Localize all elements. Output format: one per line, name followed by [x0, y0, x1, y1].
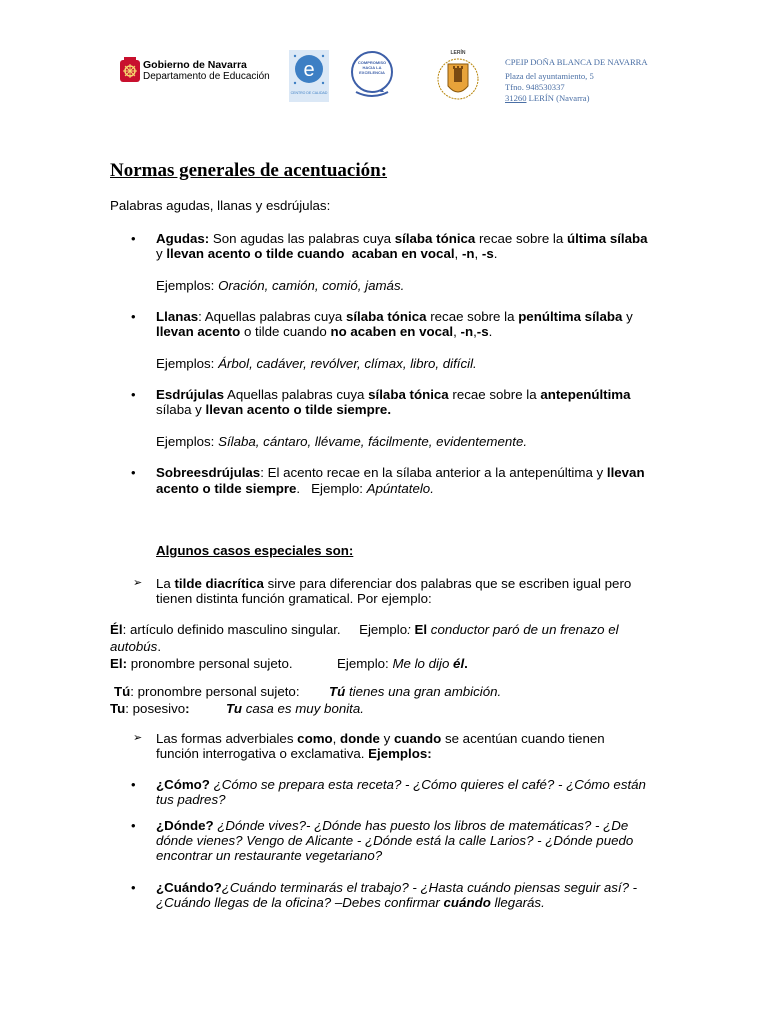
el-pronombre-line [110, 656, 293, 672]
sobre-line-2 [156, 481, 434, 497]
llanas-bold: llevan acento [156, 324, 241, 339]
excellence-logo-text-2: HACIA LA [362, 65, 382, 70]
bullet-icon: • [131, 880, 136, 895]
lerin-coat-of-arms [433, 50, 483, 102]
examples-text: Oración, camión, comió, jamás. [218, 278, 405, 293]
el-pronombre-example [337, 656, 468, 672]
quality-center-logo [289, 50, 329, 102]
esdrujulas-text: sílaba y [156, 402, 206, 417]
sobre-bold: llevan [606, 465, 645, 480]
bullet-icon: • [131, 818, 136, 833]
llanas-text: y [622, 309, 633, 324]
esdrujulas-text: Aquellas palabras cuya [223, 387, 369, 402]
esdrujulas-bold: sílaba tónica [368, 387, 449, 402]
adverbiales-text: y [379, 731, 394, 746]
diacritica-text: La [156, 576, 175, 591]
agudas-text: Son agudas las palabras cuya [209, 231, 395, 246]
bullet-icon: • [131, 387, 136, 402]
llanas-text: , [453, 324, 461, 339]
el-example-bold: El [414, 622, 428, 637]
adverbiales-line-1 [156, 731, 605, 747]
sobre-example: Apúntatelo. [366, 481, 434, 496]
examples-text: Sílaba, cántaro, llévame, fácilmente, evidentemente. [218, 434, 528, 449]
school-city [505, 93, 589, 104]
arrow-bullet-icon: ➢ [133, 577, 143, 589]
agudas-bold: -s [481, 246, 494, 261]
esdrujulas-line-2 [156, 402, 391, 418]
el-text: : artículo definido masculino singular. Ejemplo [122, 622, 408, 637]
adverbiales-text: se acentúan cuando tienen [441, 731, 605, 746]
donde-term: ¿Dónde? [156, 818, 214, 833]
adverbiales-bold: donde [340, 731, 380, 746]
diacritica-line-2: tienen distinta función gramatical. Por ejemplo: [156, 591, 432, 606]
excellence-circle-icon [350, 48, 394, 102]
el-articulo-line-2 [110, 639, 161, 655]
agudas-text: recae sobre la [475, 231, 567, 246]
tu-posesivo-example [226, 701, 364, 717]
agudas-line-1 [156, 231, 648, 247]
tu-example-bold: Tu [226, 701, 243, 716]
cuando-term: ¿Cuándo? [156, 880, 222, 895]
sobre-text: . Ejemplo: [296, 481, 367, 496]
school-phone: Tfno. 948530337 [505, 82, 565, 92]
special-cases-heading: Algunos casos especiales son: [156, 543, 354, 558]
llanas-examples [156, 356, 477, 372]
llanas-text: : Aquellas palabras cuya [198, 309, 346, 324]
agudas-text: . [493, 246, 498, 261]
examples-label: Ejemplos: [156, 278, 219, 293]
cuando-example-bold: cuándo [443, 895, 491, 910]
adverbiales-bold: cuando [393, 731, 442, 746]
agudas-examples [156, 278, 404, 294]
agudas-text: , [454, 246, 462, 261]
diacritica-line-1 [156, 576, 631, 592]
agudas-text: y [156, 246, 167, 261]
como-example: ¿Cómo se prepara esta receta? - ¿Cómo quieres el café? - ¿Cómo están [209, 777, 646, 792]
llanas-line-1 [156, 309, 633, 325]
donde-line-1 [156, 818, 628, 834]
department-name: Departamento de Educación [143, 71, 270, 82]
excellence-logo-text-3: EXCELENCIA [359, 70, 385, 75]
el-text: pronombre personal sujeto. [127, 656, 293, 671]
el-example: Me lo dijo [392, 656, 454, 671]
llanas-text: . [488, 324, 493, 339]
adverbiales-line-2 [156, 746, 432, 762]
adverbiales-text: Las formas adverbiales [156, 731, 298, 746]
tu-text: : pronombre personal sujeto: [130, 684, 300, 699]
tu-term: Tu [110, 701, 126, 716]
llanas-bold: sílaba tónica [345, 309, 427, 324]
bullet-icon: • [131, 231, 136, 246]
el-example: : [407, 622, 415, 637]
agudas-bold: última sílaba [566, 231, 648, 246]
cuando-line-1 [156, 880, 637, 896]
agudas-line-2 [156, 246, 497, 262]
el-term: Él [110, 622, 123, 637]
tu-pronombre-line [114, 684, 300, 700]
esdrujulas-bold: llevan acento o tilde siempre. [205, 402, 392, 417]
el-text: . [464, 656, 468, 671]
esdrujulas-term: Esdrújulas [156, 387, 224, 402]
diacritica-text: sirve para diferenciar dos palabras que se escriben igual pero [263, 576, 632, 591]
el-term: El: [110, 656, 127, 671]
como-term: ¿Cómo? [156, 777, 210, 792]
bullet-icon: • [131, 465, 136, 480]
llanas-text: o tilde cuando [240, 324, 331, 339]
lerin-label: LERÍN [450, 50, 466, 56]
llanas-bold: -s [476, 324, 489, 339]
llanas-bold: -n [460, 324, 474, 339]
como-line-2: tus padres? [156, 792, 226, 807]
examples-label: Ejemplo: [337, 656, 393, 671]
cuando-example: llegarás. [490, 895, 545, 910]
sobre-term: Sobreesdrújulas [156, 465, 261, 480]
arrow-bullet-icon: ➢ [133, 732, 143, 744]
sobre-line-1 [156, 465, 645, 481]
el-example: autobús [110, 639, 158, 654]
school-name: CPEIP DOÑA BLANCA DE NAVARRA [505, 57, 648, 67]
agudas-text: , [474, 246, 482, 261]
bullet-icon: • [131, 777, 136, 792]
cuando-example: ¿Cuándo llegas de la oficina? –Debes confirmar [156, 895, 444, 910]
tu-example: casa es muy bonita. [242, 701, 364, 716]
llanas-bold: no acaben en vocal [330, 324, 454, 339]
el-example-bold: él [453, 656, 465, 671]
como-line-1 [156, 777, 646, 793]
agudas-bold: sílaba tónica [394, 231, 476, 246]
tu-text: : posesivo [125, 701, 186, 716]
donde-line-3: encontrar un restaurante vegetariano? [156, 848, 383, 863]
llanas-line-2 [156, 324, 492, 340]
school-postal-code: 31260 [505, 93, 527, 103]
quality-logo-caption: CENTRO DE CALIDAD [290, 91, 328, 95]
adverbiales-text: , [332, 731, 341, 746]
llanas-bold: penúltima sílaba [518, 309, 623, 324]
castle-shield-icon [433, 56, 483, 102]
tu-example: tienes una gran ambición. [345, 684, 502, 699]
examples-label: Ejemplos: [156, 434, 219, 449]
el-articulo-line-1 [110, 622, 619, 638]
tu-posesivo-line [110, 701, 190, 717]
esdrujulas-examples [156, 434, 527, 450]
agudas-bold: llevan acento o tilde cuando acaban en vocal [166, 246, 455, 261]
quality-e-icon [289, 50, 329, 90]
svg-text:e: e [303, 59, 315, 81]
llanas-text: recae sobre la [426, 309, 519, 324]
sobre-bold: acento o tilde siempre [156, 481, 297, 496]
cuando-line-2 [156, 895, 545, 911]
examples-text: Árbol, cadáver, revólver, clímax, libro, difícil. [218, 356, 477, 371]
el-text: . [157, 639, 162, 654]
cuando-example: ¿Cuándo terminarás el trabajo? - ¿Hasta cuándo piensas seguir así? - [221, 880, 638, 895]
page-title: Normas generales de acentuación: [110, 160, 388, 181]
examples-label: Ejemplos: [156, 356, 219, 371]
excellence-logo-text-1: COMPROMISO [357, 60, 387, 65]
agudas-term: Agudas: [156, 231, 210, 246]
tu-text: : [185, 701, 190, 716]
school-city-name: LERÍN (Navarra) [526, 93, 590, 103]
agudas-bold: -n [461, 246, 475, 261]
navarra-shield-icon [119, 57, 141, 83]
intro-text: Palabras agudas, llanas y esdrújulas: [110, 198, 331, 213]
esdrujulas-line-1 [156, 387, 631, 403]
diacritica-bold: tilde diacrítica [174, 576, 264, 591]
excellence-logo [350, 48, 394, 102]
esdrujulas-text: recae sobre la [448, 387, 541, 402]
adverbiales-text: función interrogativa o exclamativa. [156, 746, 369, 761]
school-address: Plaza del ayuntamiento, 5 [505, 71, 594, 81]
adverbiales-bold: como [297, 731, 333, 746]
donde-example: ¿Dónde vives?- ¿Dónde has puesto los libros de matemáticas? - ¿De [213, 818, 629, 833]
government-name: Gobierno de Navarra [143, 59, 247, 71]
llanas-text: , [473, 324, 477, 339]
el-example: conductor paró de un frenazo el [427, 622, 619, 637]
tu-example-bold: Tú [329, 684, 346, 699]
donde-line-2: dónde vienes? Vengo de Alicante - ¿Dónde está la calle Larios? - ¿Dónde puedo [156, 833, 634, 848]
esdrujulas-bold: antepenúltima [540, 387, 631, 402]
tu-term: Tú [114, 684, 131, 699]
sobre-text: : El acento recae en la sílaba anterior a la antepenúltima y [260, 465, 607, 480]
bullet-icon: • [131, 309, 136, 324]
llanas-term: Llanas [156, 309, 199, 324]
adverbiales-bold: Ejemplos: [368, 746, 432, 761]
tu-pronombre-example [329, 684, 501, 700]
